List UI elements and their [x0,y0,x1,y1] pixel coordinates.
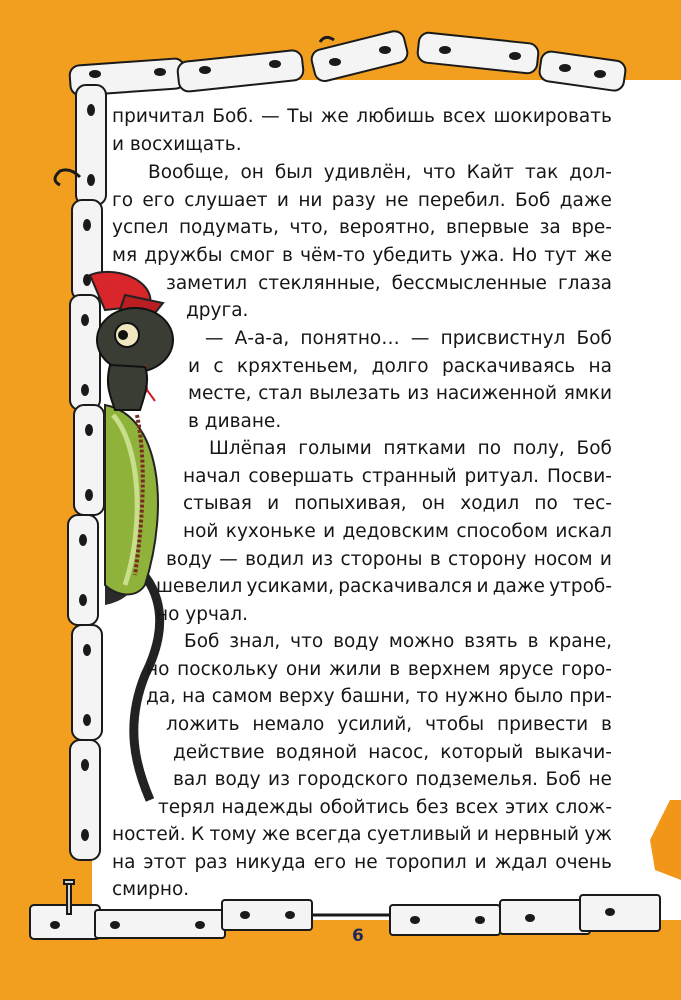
text-line: ложить немало усилий, чтобы привести в [166,714,612,735]
text-line: шевелил усиками, раскачивался и даже утроб- [156,576,612,597]
text-line: го его слушает и ни разу не перебил. Боб даже [112,190,612,211]
text-line: Боб знал, что воду можно взять в кране, [184,631,612,652]
text-line: Шлёпая голыми пятками по полу, Боб [209,438,612,459]
text-line: — А-а-а, понятно… — присвистнул Боб [205,328,612,349]
text-line: в диване. [188,411,282,432]
text-line: стывая и попыхивая, он ходил по тес- [183,493,612,514]
text-line: но поскольку они жили в верхнем ярусе горо- [146,659,612,680]
text-line: на этот раз никуда его не торопил и ждал очень [112,852,612,873]
text-line: действие водяной насос, который выкачи- [173,742,612,763]
text-line: заметил стеклянные, бессмысленные глаза [166,273,612,294]
text-line: друга. [186,300,249,321]
text-line: ной кухоньке и дедовским способом искал [183,521,612,542]
text-line: мя дружбы смог в чём-то убедить ужа. Но тут же [112,245,612,266]
text-line: вал воду из городского подземелья. Боб не [173,769,612,790]
text-line: причитал Боб. — Ты же любишь всех шокировать [112,106,612,127]
text-line: воду — водил из стороны в сторону носом и [166,549,612,570]
text-line: смирно. [112,879,190,900]
text-line: месте, стал вылезать из насиженной ямки [188,383,612,404]
text-line: Вообще, он был удивлён, что Кайт так дол- [148,162,612,183]
text-line: но урчал. [156,604,248,625]
page-number: 6 [352,926,364,946]
text-line: терял надежды обойтись без всех этих слож- [158,797,612,818]
text-line: ностей. К тому же всегда суетливый и нервный уж [112,824,612,845]
text-line: и с кряхтеньем, долго раскачиваясь на [188,356,612,377]
text-line: да, на самом верху башни, то нужно было при- [146,686,612,707]
text-line: начал совершать странный ритуал. Посви- [183,466,612,487]
text-line: успел подумать, что, вероятно, впервые за вре- [112,217,612,238]
text-line: и восхищать. [112,134,242,155]
